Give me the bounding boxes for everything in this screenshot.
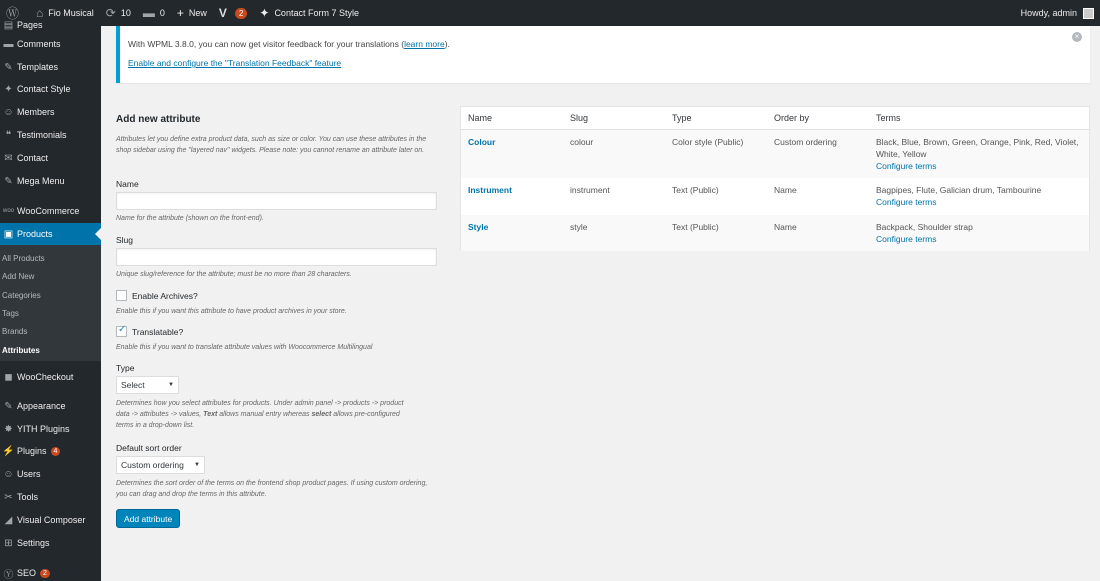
attribute-terms xyxy=(876,136,1079,172)
new-label: New xyxy=(188,8,207,18)
attributes-table xyxy=(460,106,1090,251)
attribute-order-by: Name xyxy=(774,222,797,232)
type-help-select-word: select xyxy=(311,411,332,418)
woocheckout-icon: ◼ xyxy=(4,371,13,383)
column-header-type: Type xyxy=(672,113,692,123)
home-icon: ⌂ xyxy=(36,6,44,20)
sidebar-item-comments[interactable] xyxy=(0,33,101,55)
products-submenu xyxy=(0,245,101,361)
translatable-label: Translatable? xyxy=(132,327,184,337)
form-title: Add new attribute xyxy=(116,114,201,125)
sidebar-item-label: Tools xyxy=(17,492,39,502)
archive-icon: ▣ xyxy=(3,228,14,240)
attribute-name-link[interactable]: Instrument xyxy=(468,185,512,195)
members-icon: ☺ xyxy=(3,106,14,118)
sidebar-item-mega-menu[interactable] xyxy=(0,170,101,192)
sidebar-item-label: Members xyxy=(17,107,55,117)
attribute-type: Text (Public) xyxy=(672,185,719,195)
twitter-bird-icon: ✦ xyxy=(259,6,270,20)
table-row xyxy=(461,215,1089,251)
submenu-tags[interactable]: Tags xyxy=(2,309,19,318)
learn-more-link[interactable]: learn more xyxy=(404,39,445,49)
wpml-notice xyxy=(116,26,1090,83)
plugins-badge: 4 xyxy=(51,447,61,456)
caret-down-icon: ▼ xyxy=(168,382,174,388)
attribute-terms xyxy=(876,221,973,245)
sidebar-item-users[interactable] xyxy=(0,463,101,485)
wpml-badge: 2 xyxy=(235,8,247,19)
wordpress-icon: Ⓦ xyxy=(6,5,20,21)
pages-icon: ▤ xyxy=(3,19,14,31)
sidebar-item-label: Visual Composer xyxy=(17,515,86,525)
refresh-icon: ⟳ xyxy=(105,6,116,20)
contact-form-style-link[interactable] xyxy=(253,0,365,26)
configure-terms-link[interactable]: Configure terms xyxy=(876,161,937,171)
sidebar-item-label: Testimonials xyxy=(17,130,67,140)
new-content-link[interactable] xyxy=(171,0,213,26)
terms-line-2: White, Yellow xyxy=(876,149,927,159)
wrench-icon: ✂ xyxy=(4,491,13,503)
type-help-line-3: terms in a drop-down list. xyxy=(116,422,195,429)
sidebar-item-plugins[interactable] xyxy=(0,440,101,462)
attribute-terms xyxy=(876,184,1041,208)
notice-text-after: ). xyxy=(444,39,450,49)
sidebar-item-label: WooCheckout xyxy=(17,372,74,382)
sidebar-item-woocheckout[interactable] xyxy=(0,366,101,388)
column-header-name: Name xyxy=(468,113,493,123)
table-row xyxy=(461,129,1089,178)
attribute-order-by: Custom ordering xyxy=(774,137,837,147)
add-attribute-button[interactable]: Add attribute xyxy=(116,509,180,528)
type-help-line-2c: allows pre-configured xyxy=(331,411,400,418)
howdy-text: Howdy, admin xyxy=(1020,8,1077,18)
user-icon: ☺ xyxy=(3,468,14,480)
settings-icon: ⊞ xyxy=(4,537,13,549)
column-header-terms: Terms xyxy=(876,113,901,123)
sidebar-item-tools[interactable] xyxy=(0,486,101,508)
sort-order-value: Custom ordering xyxy=(121,460,184,470)
admin-sidebar xyxy=(0,19,101,581)
archives-help: Enable this if you want this attribute to have product archives in your store. xyxy=(116,308,347,315)
sidebar-item-testimonials[interactable] xyxy=(0,124,101,146)
sidebar-item-label: Plugins xyxy=(17,446,47,456)
sidebar-item-label: SEO xyxy=(17,568,37,578)
translatable-help: Enable this if you want to translate attribute values with Woocommerce Multilingual xyxy=(116,344,373,351)
caret-down-icon: ▼ xyxy=(194,462,200,468)
submenu-attributes[interactable]: Attributes xyxy=(2,346,40,355)
sidebar-item-label: Templates xyxy=(17,62,59,72)
comments-count: 0 xyxy=(159,8,165,18)
terms-line-1: Black, Blue, Brown, Green, Orange, Pink, Red, Violet, xyxy=(876,137,1079,147)
sidebar-item-label: Contact Style xyxy=(17,84,71,94)
submenu-categories[interactable]: Categories xyxy=(2,291,41,300)
attribute-name-link[interactable]: Style xyxy=(468,222,489,232)
translatable-checkbox[interactable] xyxy=(116,326,127,337)
sidebar-item-label: Users xyxy=(17,469,41,479)
sort-order-select[interactable] xyxy=(116,456,205,474)
seo-icon: Ⓨ xyxy=(3,569,14,581)
sidebar-item-seo[interactable] xyxy=(0,562,101,581)
my-account[interactable] xyxy=(1021,8,1100,19)
form-intro: Attributes let you define extra product data, such as size or color. You can use these attributes in the shop sidebar using the "layered nav" widgets. Please note: you cannot rename an attribute later on. xyxy=(116,136,427,154)
sort-order-help: Determines the sort order of the terms on the frontend shop product pages. If using custom ordering, you can drag and drop the terms in this attribute. xyxy=(116,480,428,498)
name-help: Name for the attribute (shown on the front-end). xyxy=(116,215,264,222)
sidebar-item-woocommerce[interactable] xyxy=(0,200,101,222)
table-row xyxy=(461,178,1089,215)
enable-archives-checkbox[interactable] xyxy=(116,290,127,301)
admin-bar xyxy=(0,0,1100,26)
attribute-order-by: Name xyxy=(774,185,797,195)
sidebar-item-label: WooCommerce xyxy=(17,206,80,216)
submenu-add-new[interactable]: Add New xyxy=(2,272,35,281)
sidebar-item-yith-plugins[interactable] xyxy=(0,418,101,440)
notice-text-before: With WPML 3.8.0, you can now get visitor feedback for your translations ( xyxy=(128,39,405,49)
sidebar-item-settings[interactable] xyxy=(0,532,101,554)
sidebar-item-label: Settings xyxy=(17,538,50,548)
enable-archives-label: Enable Archives? xyxy=(132,291,198,301)
type-help-line-2b: allows manual entry whereas xyxy=(217,411,312,418)
woo-icon: woo xyxy=(2,208,14,214)
type-help-line-1: Determines how you select attributes for products. Under admin panel -> products -> product xyxy=(116,400,404,407)
configure-feedback-link[interactable]: Enable and configure the "Translation Feedback" feature xyxy=(128,58,342,68)
type-help xyxy=(116,398,438,431)
notice-text xyxy=(128,39,450,49)
wpml-icon: V xyxy=(218,6,227,20)
type-select-value: Select xyxy=(121,380,145,390)
sidebar-item-contact[interactable] xyxy=(0,147,101,169)
pin-icon: ✎ xyxy=(4,61,13,73)
quote-icon: ❝ xyxy=(5,129,12,141)
comment-icon: ▬ xyxy=(3,38,14,50)
yith-icon: ✸ xyxy=(4,423,13,435)
sidebar-item-label: Appearance xyxy=(17,401,66,411)
sidebar-item-label: Mega Menu xyxy=(17,176,65,186)
sidebar-item-label: Comments xyxy=(17,39,61,49)
sidebar-item-contact-style[interactable] xyxy=(0,78,101,100)
configure-terms-link[interactable]: Configure terms xyxy=(876,234,937,244)
sidebar-item-templates[interactable] xyxy=(0,56,101,78)
type-help-line-2a: data -> attributes -> values, xyxy=(116,411,204,418)
attribute-slug: style xyxy=(570,222,588,232)
sidebar-item-label: Contact xyxy=(17,153,49,163)
sidebar-item-members[interactable] xyxy=(0,101,101,123)
twitter-bird-icon: ✦ xyxy=(4,83,13,95)
name-label: Name xyxy=(116,179,139,189)
site-name: Fio Musical xyxy=(48,8,94,18)
visual-composer-icon: ◢ xyxy=(4,514,13,526)
attribute-name-link[interactable]: Colour xyxy=(468,137,496,147)
slug-help: Unique slug/reference for the attribute; must be no more than 28 characters. xyxy=(116,271,352,278)
sidebar-item-products[interactable] xyxy=(0,223,101,245)
sort-order-label: Default sort order xyxy=(116,443,182,453)
paintbrush-icon: ✎ xyxy=(4,400,13,412)
comments-link[interactable] xyxy=(137,0,171,26)
slug-input[interactable] xyxy=(116,248,437,266)
wpml-link[interactable] xyxy=(213,0,253,26)
column-header-order-by: Order by xyxy=(774,113,810,123)
attribute-type: Color style (Public) xyxy=(672,137,744,147)
plug-icon: ⚡ xyxy=(2,445,15,457)
attribute-slug: instrument xyxy=(570,185,610,195)
comment-icon: ▬ xyxy=(142,6,155,20)
dismiss-notice-icon[interactable]: × xyxy=(1072,32,1082,42)
terms-line-1: Backpack, Shoulder strap xyxy=(876,222,973,232)
sidebar-item-label: Products xyxy=(17,229,53,239)
name-input[interactable] xyxy=(116,192,437,210)
sidebar-item-label: YITH Plugins xyxy=(17,424,70,434)
updates-count: 10 xyxy=(120,8,131,18)
submenu-brands[interactable]: Brands xyxy=(2,327,28,336)
attribute-type: Text (Public) xyxy=(672,222,719,232)
envelope-icon: ✉ xyxy=(4,152,13,164)
sidebar-item-label: Pages xyxy=(17,20,43,30)
submenu-all-products[interactable]: All Products xyxy=(2,254,45,263)
updates-link[interactable] xyxy=(100,0,137,26)
slug-label: Slug xyxy=(116,235,134,245)
attribute-slug: colour xyxy=(570,137,594,147)
pin-icon: ✎ xyxy=(4,175,13,187)
sidebar-item-visual-composer[interactable] xyxy=(0,509,101,531)
seo-badge: 2 xyxy=(40,569,50,578)
sidebar-item-appearance[interactable] xyxy=(0,395,101,417)
type-label: Type xyxy=(116,363,135,373)
configure-terms-link[interactable]: Configure terms xyxy=(876,197,937,207)
plus-icon: + xyxy=(176,6,184,20)
column-header-slug: Slug xyxy=(570,113,589,123)
type-help-text-word: Text xyxy=(203,411,218,418)
type-select[interactable] xyxy=(116,376,179,394)
avatar xyxy=(1083,8,1094,19)
contact-form-label: Contact Form 7 Style xyxy=(274,8,359,18)
terms-line-1: Bagpipes, Flute, Galician drum, Tambourine xyxy=(876,185,1042,195)
